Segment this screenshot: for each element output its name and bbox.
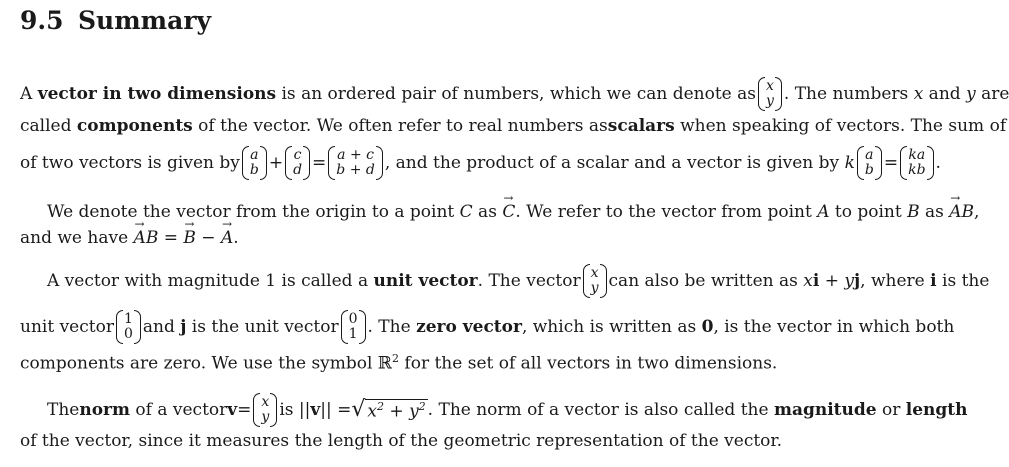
term-zero-vector: zero vector (416, 316, 522, 337)
p2-line1: We denote the vector from the origin to a point C as C →. We refer to the vector from point A to point B as AB →, (47, 204, 938, 221)
section-number: 9.5 (20, 6, 64, 35)
p3-line3: components are zero. We use the symbol ℝ$^2$ for the set of all vectors in two dimensions. (20, 352, 778, 374)
real-numbers-symbol: ℝ (377, 353, 393, 374)
term-norm: norm (79, 399, 131, 420)
p4-line2: of the vector, since it measures the length of the geometric representation of the vector. (20, 431, 783, 451)
p3-line2: unit vector 1 0 and j is the unit vector 0 1 . The zero vector, which is written as 0, is the vector in which both (20, 311, 955, 342)
p1-line2 (20, 116, 1007, 136)
vector-AB: AB → (949, 204, 974, 221)
term-unit-vector: unit vector (373, 270, 478, 291)
term-magnitude: magnitude (773, 399, 877, 420)
term-vector-2d: vector in two dimensions (37, 83, 277, 104)
p1-line3 (20, 146, 941, 180)
unit-vector-i: 1 0 (116, 310, 141, 344)
term-length: length (905, 399, 968, 420)
section-title: Summary (78, 6, 212, 35)
p2-line2: and we have AB → = B → − A →. (20, 230, 938, 247)
section-heading (20, 6, 211, 35)
p3-line1 (47, 264, 990, 298)
sum-formula: of two vectors is given by a b + c d = a + c b + d (20, 146, 385, 180)
p1-l1-text-a: A vector in two dimensions is an ordered pair of numbers, which we can denote as (20, 83, 756, 104)
p4-l1-text-b: . The norm of a vector is also called the magnitude or length (427, 399, 968, 420)
vector-C: C → (502, 204, 515, 221)
p3-l1-text-a: A vector with magnitude 1 is called a unit vector. The vector (47, 270, 581, 291)
p1-line1 (20, 77, 1009, 111)
unit-vector-j: 0 1 (341, 310, 366, 344)
column-vector-xy-2: x y (583, 264, 607, 298)
scalar-product-formula: , and the product of a scalar and a vector is given by k a b = ka kb . (384, 147, 941, 178)
p1-l2-text-b: scalars when speaking of vectors. The sum of (607, 116, 1007, 136)
term-scalars: scalars (607, 116, 675, 136)
norm-definition: The norm of a vector v = x y is || v || = √ $x^2 + y^2$ (47, 394, 426, 425)
column-vector-xy: x y (758, 77, 782, 111)
p1-l1-text-b: . The numbers x and y are (783, 83, 1009, 104)
p1-l2-text-a: called components of the vector. We often refer to real numbers as (20, 116, 608, 136)
p4-line1 (47, 393, 968, 427)
p3-l1-text-b: can also be written as xi + yj, where i is the (608, 270, 990, 291)
term-components: components (76, 116, 193, 136)
square-root: √ $x^2 + y^2$ (351, 397, 426, 422)
